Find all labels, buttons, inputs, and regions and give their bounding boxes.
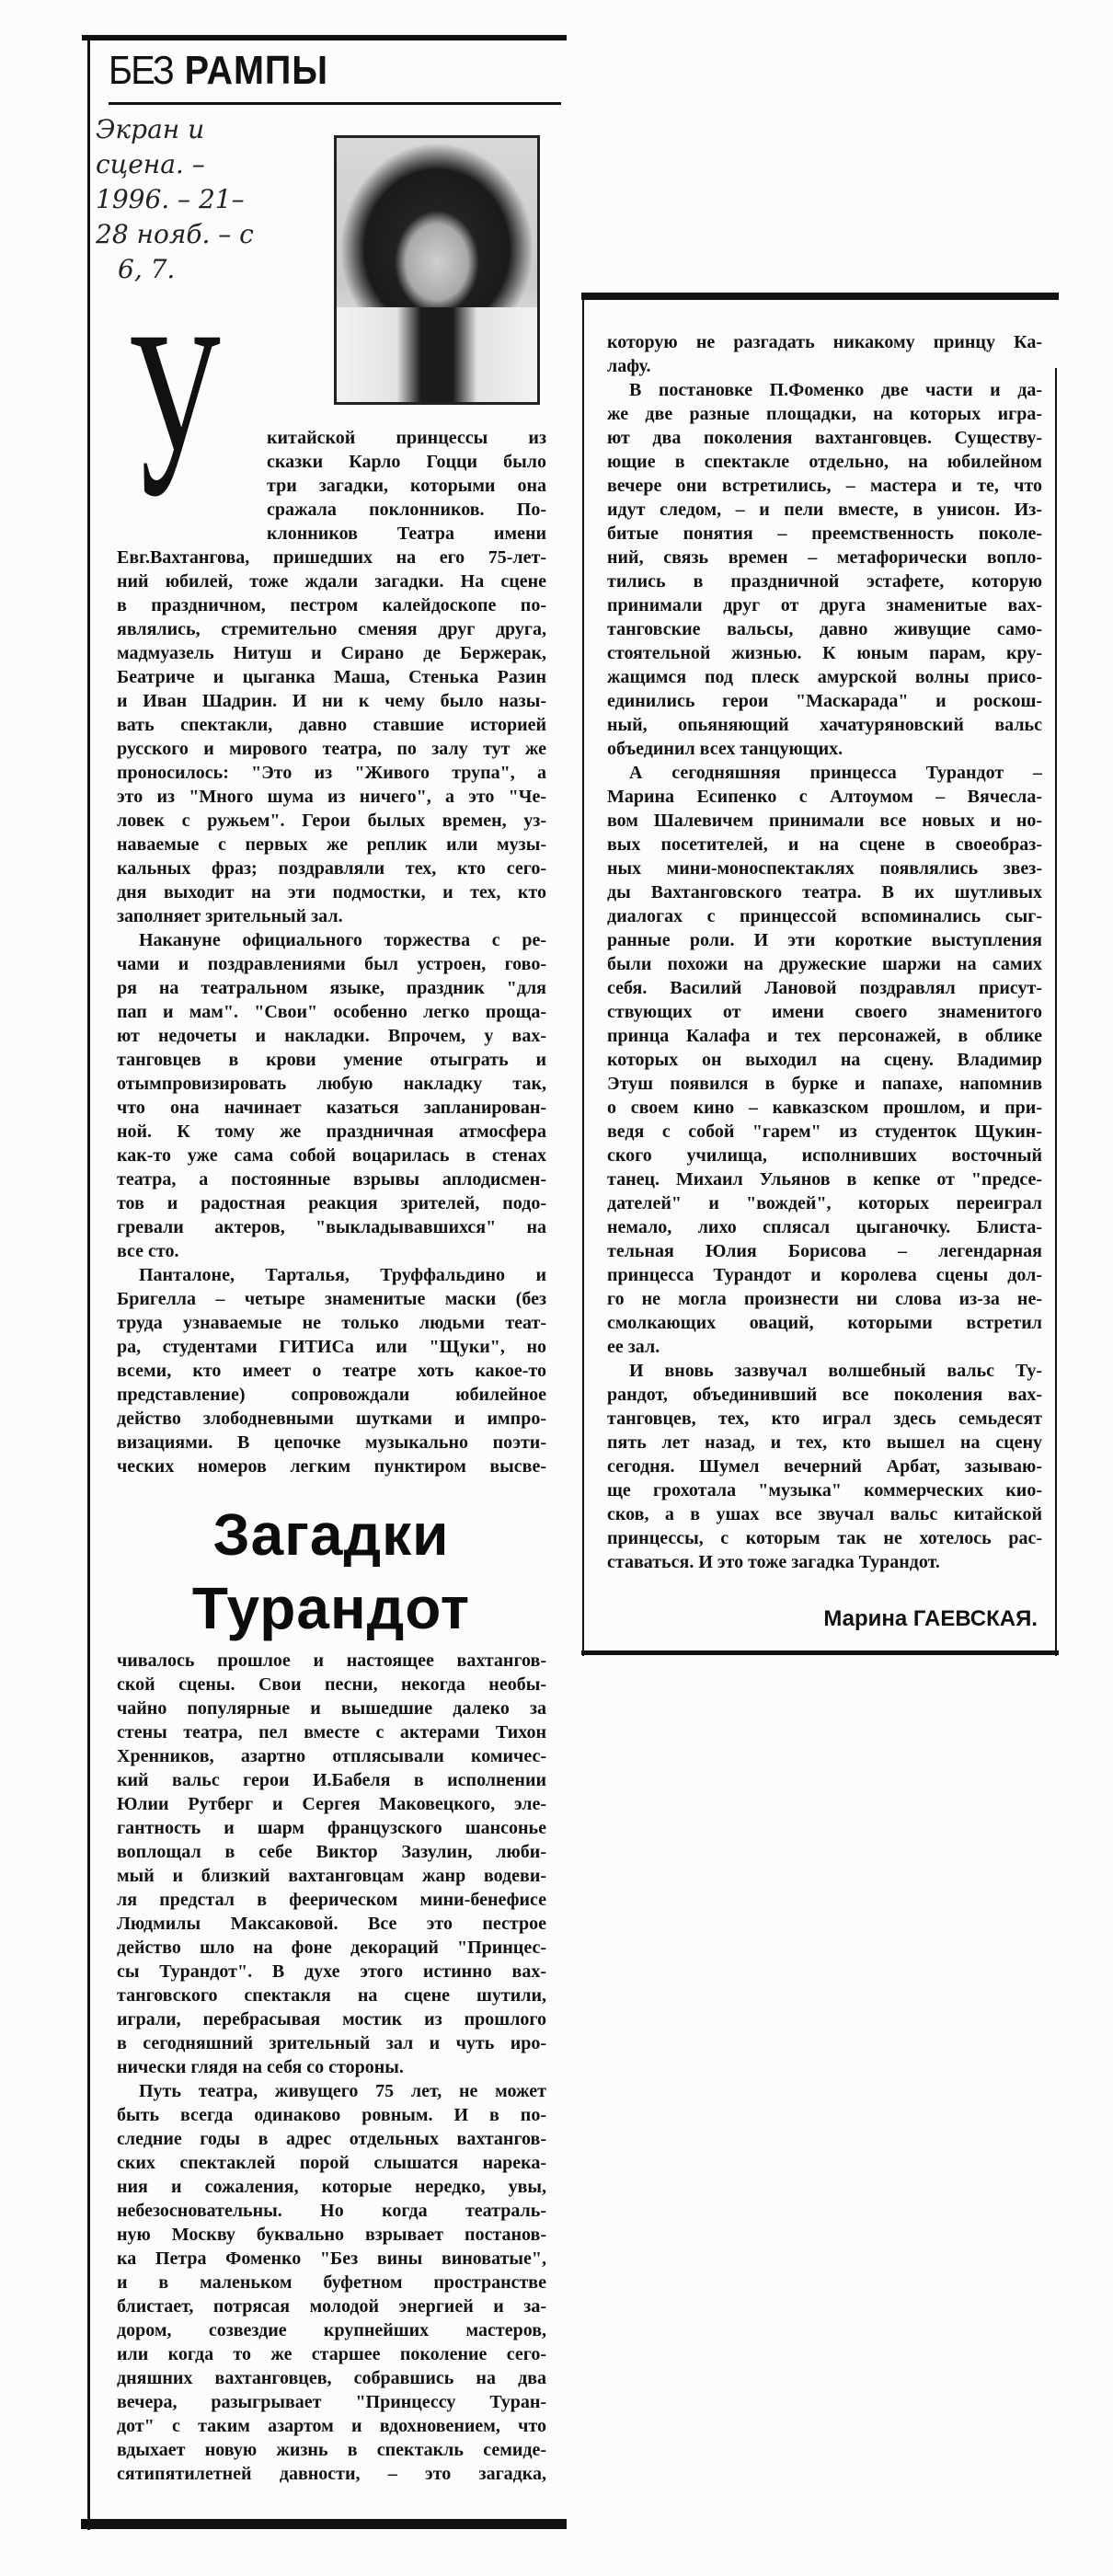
text-line: ний, связь времен – метафорически вопло- <box>607 547 1042 568</box>
text-line: ний юбилей, тоже ждали загадки. На сцене <box>117 571 546 592</box>
text-line: представление) сопровождали юбилейное <box>117 1385 546 1405</box>
text-line: ют недочеты и накладки. Впрочем, у вах- <box>117 1026 546 1046</box>
text-line: А сегодняшняя принцесса Турандот – <box>629 763 1042 783</box>
text-line: проносилось: "Это из "Живого трупа", а <box>117 763 546 783</box>
text-line: жащимся под плеск амурской волны присо- <box>607 667 1042 687</box>
text-line: принцессы, с которым так не хотелось рас- <box>607 1528 1042 1548</box>
text-line: танговцев, тех, кто играл здесь семьдесят <box>607 1409 1042 1429</box>
text-line: отымпровизировать любую накладку так, <box>117 1074 546 1094</box>
text-line: Этуш появился в бурке и папахе, напомнив <box>607 1074 1042 1094</box>
note-line: Экран и <box>96 114 205 144</box>
text-line: Путь театра, живущего 75 лет, не может <box>139 2081 546 2101</box>
text-line: ведя с собой "гарем" из студенток Щукин- <box>607 1121 1042 1142</box>
text-line: все сто. <box>117 1241 179 1261</box>
text-line: ющие в спектакле отдельно, на юбилейном <box>607 452 1042 472</box>
text-line: о своем кино – кавказском прошлом, и при- <box>607 1098 1042 1118</box>
text-line: танговского спектакля на сцене шутили, <box>117 1985 546 2006</box>
text-line: небезосновательны. Но когда театраль- <box>117 2201 546 2221</box>
note-line: 6, 7. <box>118 254 176 284</box>
article-column-left-top <box>117 426 546 1478</box>
text-line: вечере они встретились, – мастера и те, что <box>607 476 1042 496</box>
text-line: являлись, стремительно сменяя друг друга, <box>117 619 546 639</box>
text-line: сказки Карло Гоцци было <box>267 452 546 472</box>
text-line: в праздничном, пестром калейдоскопе по- <box>117 595 546 615</box>
text-line: сражала поклонников. По- <box>267 500 546 520</box>
text-line: принцесса Турандот и королева сцены дол- <box>607 1265 1042 1285</box>
text-line: следние годы в адрес отдельных вахтангов- <box>117 2129 546 2149</box>
text-line: ческих номеров легким пунктиром высве- <box>117 1456 546 1477</box>
text-line: три загадки, которыми она <box>267 476 546 496</box>
text-line: стоятельной жизнью. К юным парам, кру- <box>607 643 1042 663</box>
text-line: ставаться. И это тоже загадка Турандот. <box>607 1552 940 1572</box>
text-line: ной. К тому же праздничная атмосфера <box>117 1121 546 1142</box>
text-line: визациями. В цепочке музыкально поэти- <box>117 1432 546 1453</box>
text-line: сятипятилетней давности, – это загадка, <box>117 2464 546 2484</box>
text-line: ную Москву буквально взрывает постанов- <box>117 2225 546 2245</box>
right-frame-left-rule <box>582 293 584 1656</box>
text-line: вых посетителей, и на сцене в своеобраз- <box>607 834 1042 855</box>
text-line: или когда то же старшее поколение сего- <box>117 2344 546 2364</box>
text-line: Людмилы Максаковой. Все это пестрое <box>117 1914 546 1934</box>
text-line: И вновь зазвучал волшебный вальс Ту- <box>629 1361 1042 1381</box>
text-line: смолкающих оваций, которыми встретил <box>607 1313 1042 1333</box>
text-line: ще грохотала "музыка" коммерческих кио- <box>607 1480 1042 1501</box>
text-line: Беатриче и цыганка Маша, Стенька Разин <box>117 667 546 687</box>
text-line: ния и сожаления, которые нередко, увы, <box>117 2177 546 2197</box>
right-frame-bottom-rule <box>581 1650 1059 1655</box>
text-line: вдыхает новую жизнь в спектакль семиде- <box>117 2440 546 2460</box>
text-line: ка Петра Фоменко "Без вины виноватые", <box>117 2248 546 2269</box>
text-line: сков, а в ушах все звучал вальс китайской <box>607 1504 1042 1524</box>
text-line: русского и мирового театра, по залу тут же <box>117 739 546 759</box>
text-line: ный, опьяняющий хачатуряновский вальс <box>607 715 1042 735</box>
text-line: мадмуазель Нитуш и Сирано де Бержерак, <box>117 643 546 663</box>
text-line: чайно популярные и вышедшие далеко за <box>117 1698 546 1719</box>
handwritten-note <box>96 112 316 287</box>
text-line: ских спектаклей порой слышатся нарека- <box>117 2153 546 2173</box>
text-line: это из "Много шума из ничего", а это "Че- <box>117 787 546 807</box>
photo-shoulders <box>337 307 537 402</box>
text-line: идут следом, – и пели вместе, в унисон. Из- <box>607 500 1042 520</box>
text-line: ных мини-моноспектаклях появлялись звез- <box>607 858 1042 879</box>
text-line: и Иван Шадрин. И ни к чему было назы- <box>117 691 546 711</box>
text-line: ды Вахтанговского театра. В их шутливых <box>607 882 1042 903</box>
text-line: вечера, разыгрывает "Принцессу Туран- <box>117 2392 546 2412</box>
text-line: дором, созвездие крупнейших мастеров, <box>117 2320 546 2340</box>
text-line: себя. Василий Лановой поздравлял присут- <box>607 978 1042 998</box>
text-line: единились герои "Маскарада" и роскош- <box>607 691 1042 711</box>
text-line: дня выходит на эти подмостки, и тех, кто <box>117 882 546 903</box>
text-line: лафу. <box>607 356 651 376</box>
header-underline <box>109 102 561 105</box>
text-line: ствующих от имени своего знаменитого <box>607 1002 1042 1022</box>
text-line: действо шло на фоне декораций "Принцес- <box>117 1938 546 1958</box>
text-line: ского училища, исполнивших восточный <box>607 1145 1042 1166</box>
text-line: объединил всех танцующих. <box>607 739 843 759</box>
text-line: сы Турандот". В духе этого истинно вах- <box>117 1961 546 1982</box>
text-line: ее зал. <box>607 1337 660 1357</box>
author-portrait-photo <box>334 135 540 405</box>
text-line: ря на театральном языке, праздник "для <box>117 978 546 998</box>
text-line: диалогах с принцессой вспоминались сыг- <box>607 906 1042 926</box>
text-line: воплощал в себе Виктор Зазулин, люби- <box>117 1842 546 1862</box>
right-frame-right-rule <box>1055 368 1057 1656</box>
note-line: 1996. – 21– <box>96 184 245 214</box>
text-line: всеми, кто имеет о театре хоть какое-то <box>117 1361 546 1381</box>
text-line: танец. Михаил Ульянов в кепке от "предсе- <box>607 1169 1042 1190</box>
text-line: дняшних вахтанговцев, собравшись на два <box>117 2368 546 2388</box>
text-line: Марина Есипенко с Алтоумом – Вячесла- <box>607 787 1042 807</box>
text-line: ют два поколения вахтанговцев. Существу- <box>607 428 1042 448</box>
text-line: пять лет назад, и тех, кто вышел на сцену <box>607 1432 1042 1453</box>
text-line: и в маленьком буфетном пространстве <box>117 2272 546 2293</box>
text-line: танговские вальсы, давно живущие само- <box>607 619 1042 639</box>
text-line: Панталоне, Тарталья, Труффальдино и <box>139 1265 546 1285</box>
text-line: же две разные площадки, на которых игра- <box>607 404 1042 424</box>
article-column-right <box>607 330 1042 1574</box>
left-frame-bottom-rule <box>81 2519 567 2529</box>
text-line: тов и радостная реакция зрителей, подо- <box>117 1193 546 1213</box>
text-line: быть всегда одинаково ровным. И в по- <box>117 2105 546 2125</box>
text-line: как-то уже сама собой воцарилась в стенах <box>117 1145 546 1166</box>
text-line: в сегодняшний зрительный зал и чуть иро- <box>117 2033 546 2053</box>
text-line: Накануне официального торжества с ре- <box>139 930 546 950</box>
rubric-header <box>109 48 328 94</box>
text-line: пап и мам". "Свои" особенно легко проща- <box>117 1002 546 1022</box>
text-line: чивалось прошлое и настоящее вахтангов- <box>117 1650 546 1671</box>
text-line: действо злободневными шутками и импро- <box>117 1409 546 1429</box>
text-line: принимали друг от друга знаменитые вах- <box>607 595 1042 615</box>
text-line: были похожи на дружеские шаржи на самих <box>607 954 1042 974</box>
text-line: Евг.Вахтангова, пришедших на его 75-лет- <box>117 547 546 568</box>
text-line: гантность и шарм французского шансонье <box>117 1818 546 1838</box>
rubric-prefix: БЕЗ <box>109 48 174 93</box>
text-line: гревали актеров, "выкладывавшихся" на <box>117 1217 546 1237</box>
text-line: дателей" и "вождей", которых переиграл <box>607 1193 1042 1213</box>
text-line: китайской принцессы из <box>267 428 546 448</box>
text-line: танговцев в крови умение отыграть и <box>117 1050 546 1070</box>
article-column-left-bottom <box>117 1649 546 2486</box>
text-line: ля предстал в феерическом мини-бенефисе <box>117 1890 546 1910</box>
drop-cap: У <box>127 294 221 535</box>
note-line: сцена. – <box>96 149 205 179</box>
text-line: Хренников, азартно отплясывали комичес- <box>117 1746 546 1766</box>
text-line: немало, лихо сплясал цыганочку. Блиста- <box>607 1217 1042 1237</box>
text-line: сегодня. Шумел вечерний Арбат, зазываю- <box>607 1456 1042 1477</box>
text-line: вом Шалевичем принимали все новых и но- <box>607 811 1042 831</box>
text-line: вать спектакли, давно ставшие историей <box>117 715 546 735</box>
text-line: клонников Театра имени <box>267 523 546 544</box>
text-line: кий вальс герои И.Бабеля в исполнении <box>117 1770 546 1790</box>
text-line: блистает, потрясая молодой энергией и за- <box>117 2296 546 2317</box>
text-line: нически глядя на себя со стороны. <box>117 2057 404 2077</box>
text-line: ра, студентами ГИТИСа или "Щуки", но <box>117 1337 546 1357</box>
text-line: что она начинает казаться запланирован- <box>117 1098 546 1118</box>
text-line: ранные роли. И эти короткие выступления <box>607 930 1042 950</box>
text-line: битые понятия – преемственность поколе- <box>607 523 1042 544</box>
text-line: рандот, объединивший все поколения вах- <box>607 1385 1042 1405</box>
headline-line-1: Загадки <box>212 1501 450 1568</box>
text-line: стены театра, пел вместе с актерами Тихон <box>117 1722 546 1742</box>
text-line: труда узнаваемые не только людьми теат- <box>117 1313 546 1333</box>
text-line: кальных фраз; поздравляли тех, кто сего- <box>117 858 546 879</box>
text-line: ловек с ружьем". Герои былых времен, уз- <box>117 811 546 831</box>
text-line: принца Калафа и тех персонажей, в облике <box>607 1026 1042 1046</box>
text-line: тились в праздничной эстафете, которую <box>607 571 1042 592</box>
text-line: Юлии Рутберг и Сергея Маковецкого, эле- <box>117 1794 546 1814</box>
text-line: чами и поздравлениями был устроен, гово- <box>117 954 546 974</box>
text-line: играли, перебрасывая мостик из прошлого <box>117 2009 546 2030</box>
note-line: 28 нояб. – с <box>96 219 254 249</box>
byline: Марина ГАЕВСКАЯ. <box>823 1606 1038 1631</box>
text-line: Бригелла – четыре знаменитые маски (без <box>117 1289 546 1309</box>
right-frame-top-rule <box>581 293 1059 300</box>
left-frame-left-rule <box>87 35 90 2530</box>
text-line: ской сцены. Свои песни, некогда необы- <box>117 1674 546 1695</box>
text-line: наваемые с первых же реплик или музы- <box>117 834 546 855</box>
text-line: которых он выходил на сцену. Владимир <box>607 1050 1042 1070</box>
headline-line-2: Турандот <box>191 1575 471 1641</box>
text-line: В постановке П.Фоменко две части и да- <box>629 380 1042 400</box>
left-frame-top-rule <box>82 35 567 40</box>
text-line: заполняет зрительный зал. <box>117 906 343 926</box>
text-line: дот" с таким азартом и вдохновением, что <box>117 2416 546 2436</box>
text-line: го не могла произнести ни слова из-за не- <box>607 1289 1042 1309</box>
rubric-title: РАМПЫ <box>184 48 328 93</box>
text-line: театра, а постоянные взрывы аплодисмен- <box>117 1169 546 1190</box>
text-line: которую не разгадать никакому принцу Ка- <box>607 332 1042 352</box>
text-line: мый и близкий вахтанговцам жанр водеви- <box>117 1866 546 1886</box>
text-line: тельная Юлия Борисова – легендарная <box>607 1241 1042 1261</box>
